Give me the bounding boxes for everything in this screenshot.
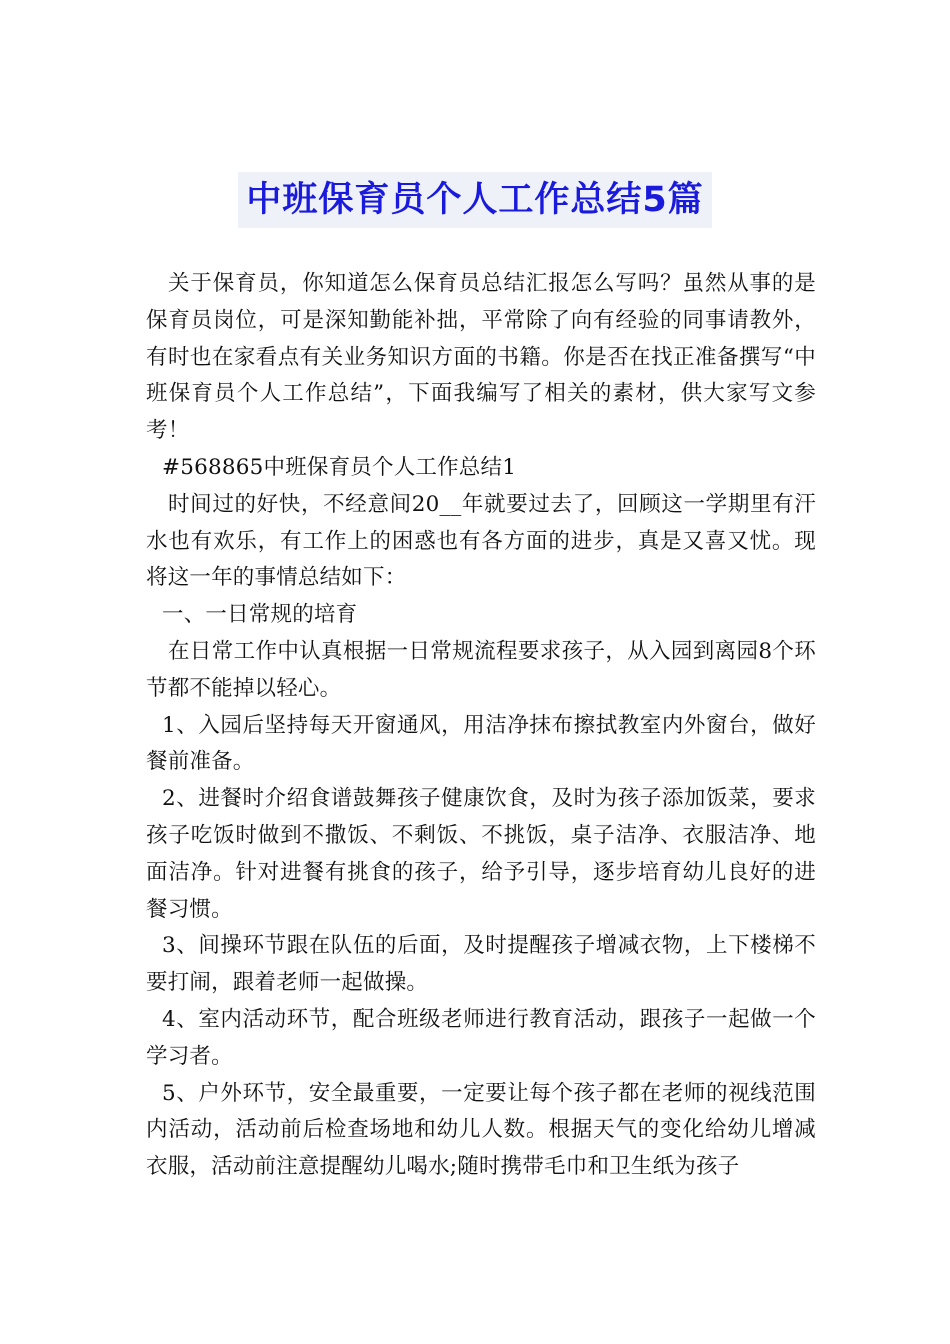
document-body [146, 266, 816, 1186]
item-3-paragraph: 3、间操环节跟在队伍的后面，及时提醒孩子增减衣物，上下楼梯不要打闹，跟着老师一起做操。 [146, 933, 816, 996]
routine-paragraph: 在日常工作中认真根据一日常规流程要求孩子，从入园到离园8个环节都不能掉以轻心。 [146, 638, 816, 701]
summary-paragraph: 时间过的好快，不经意间20__年就要过去了，回顾这一学期里有汗水也有欢乐，有工作上的困惑也有各方面的进步，真是又喜又忧。现将这一年的事情总结如下： [146, 491, 816, 591]
item-1-paragraph: 1、入园后坚持每天开窗通风，用洁净抹布擦拭教室内外窗台，做好餐前准备。 [146, 712, 816, 775]
item-4-paragraph: 4、室内活动环节，配合班级老师进行教育活动，跟孩子一起做一个学习者。 [146, 1006, 816, 1069]
intro-paragraph: 关于保育员，你知道怎么保育员总结汇报怎么写吗？虽然从事的是保育员岗位，可是深知勤能补拙，平常除了向有经验的同事请教外，有时也在家看点有关业务知识方面的书籍。你是否在找正准备撰写“中班保育员个人工作总结”，下面我编写了相关的素材，供大家写文参考！ [146, 271, 816, 444]
item-2-paragraph: 2、进餐时介绍食谱鼓舞孩子健康饮食，及时为孩子添加饭菜，要求孩子吃饭时做到不撒饭、不剩饭、不挑饭，桌子洁净、衣服洁净、地面洁净。针对进餐有挑食的孩子，给予引导，逐步培育幼儿良好的进餐习惯。 [146, 786, 816, 922]
document-title: 中班保育员个人工作总结5篇 [238, 172, 711, 228]
section-heading-1: #568865中班保育员个人工作总结1 [162, 454, 517, 480]
title-area [0, 172, 950, 228]
subheading-daily-routine: 一、一日常规的培育 [162, 602, 358, 628]
item-5-paragraph: 5、户外环节，安全最重要，一定要让每个孩子都在老师的视线范围内活动，活动前后检查场地和幼儿人数。根据天气的变化给幼儿增减衣服，活动前注意提醒幼儿喝水;随时携带毛巾和卫生纸为孩子 [146, 1080, 816, 1180]
